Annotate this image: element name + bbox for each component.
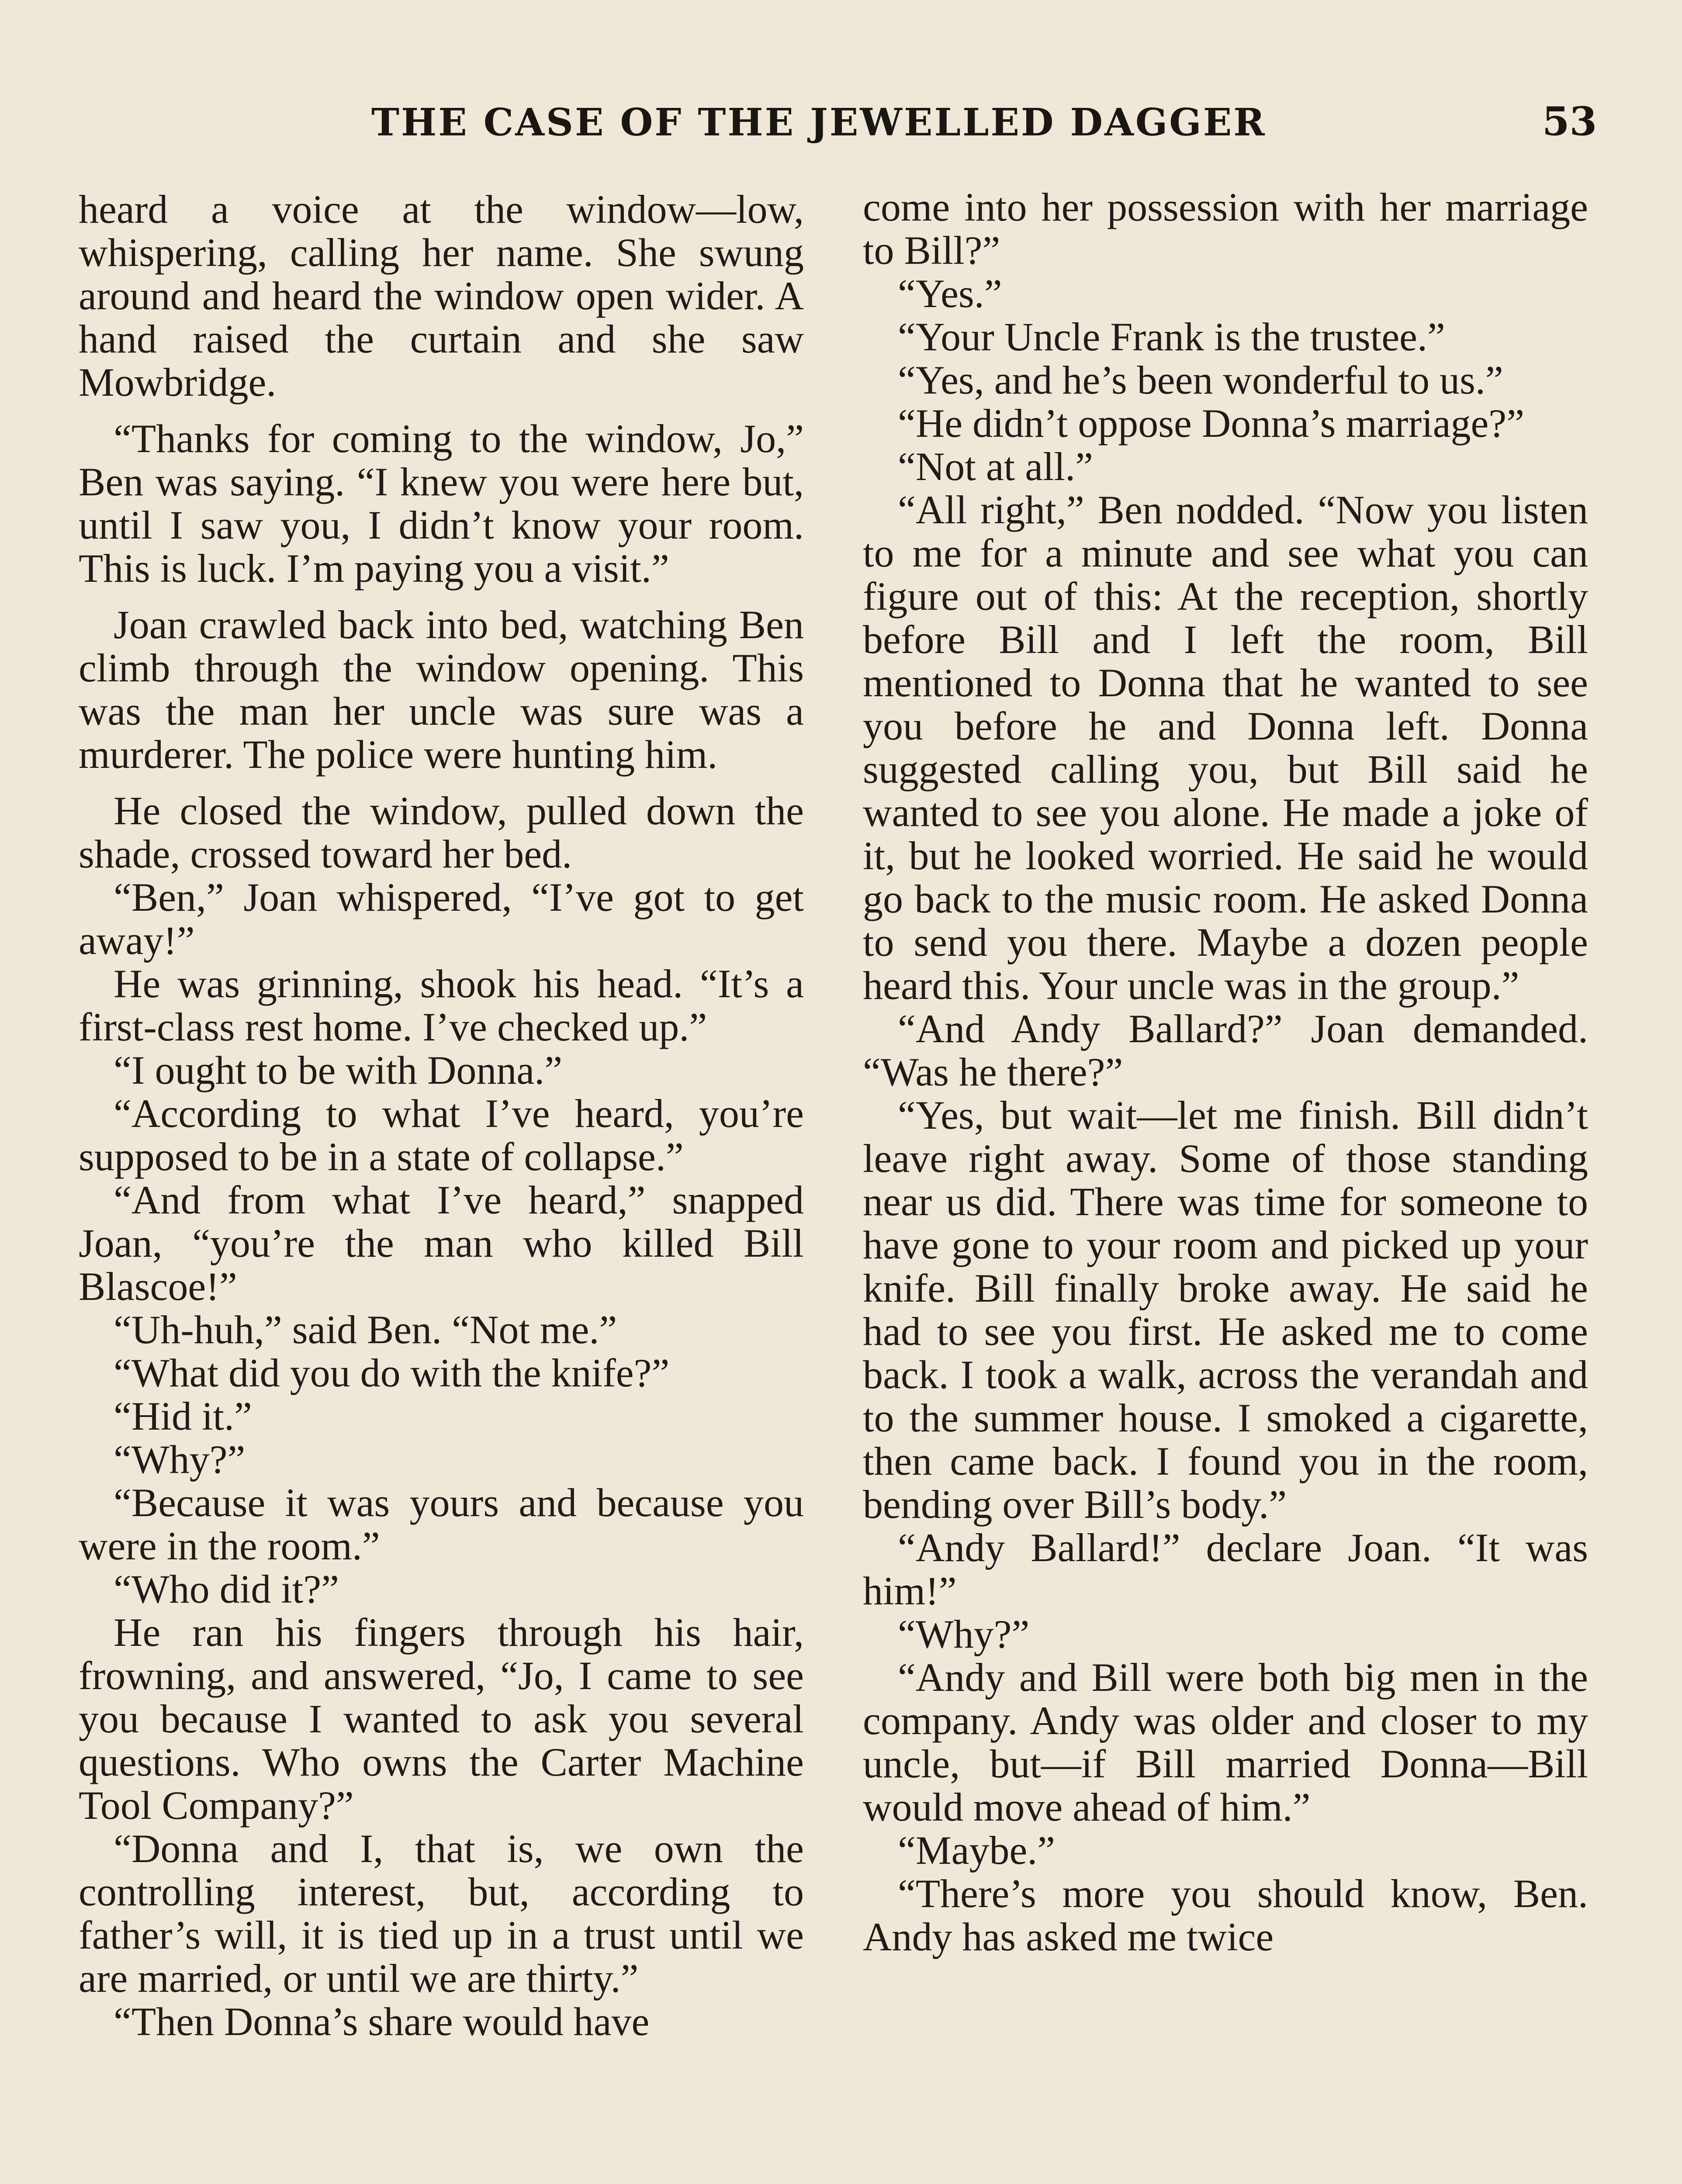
paragraph: “Your Uncle Frank is the trustee.”	[898, 314, 1445, 359]
paragraph: “Uh-huh,” said Ben. “Not me.”	[114, 1307, 617, 1352]
paragraph: “He didn’t oppose Donna’s marriage?”	[898, 401, 1525, 446]
paragraph: “Yes, but wait—let me finish. Bill didn’t leave right away. Some of those standing near us did. There was time for someone to have gone to your room and picked up your knife. Bill finally broke away. He said he had to see you first. He asked me to come back. I took a walk, across the verandah and to the summer house. I smoked a cigarette, then came back. I found you in the room, bending over Bill’s body.”	[863, 1093, 1588, 1527]
paragraph: “What did you do with the knife?”	[114, 1351, 670, 1395]
paragraph: heard a voice at the window—low, whispering, calling her name. She swung around and heard the window open wider. A hand raised the curtain and she saw Mowbridge.	[79, 187, 804, 404]
paragraph: “Hid it.”	[114, 1394, 252, 1438]
paragraph: “Yes, and he’s been wonderful to us.”	[898, 358, 1503, 402]
right-column	[863, 186, 1588, 1959]
paragraph: “Yes.”	[898, 271, 1002, 316]
paragraph: “According to what I’ve heard, you’re supposed to be in a state of collapse.”	[79, 1091, 804, 1179]
paragraph: come into her possession with her marriage to Bill?”	[863, 185, 1588, 273]
paragraph: He closed the window, pulled down the shade, crossed toward her bed.	[79, 788, 804, 876]
paragraph: “And Andy Ballard?” Joan demanded. “Was he there?”	[863, 1006, 1588, 1094]
paragraph: He was grinning, shook his head. “It’s a first-class rest home. I’ve checked up.”	[79, 961, 804, 1049]
running-head: THE CASE OF THE JEWELLED DAGGER	[371, 100, 1267, 145]
paragraph: Joan crawled back into bed, watching Ben climb through the window opening. This was the man her uncle was sure was a murderer. The police were hunting him.	[79, 602, 804, 777]
paragraph: “And from what I’ve heard,” snapped Joan, “you’re the man who killed Bill Blascoe!”	[79, 1178, 804, 1309]
paragraph: “Who did it?”	[114, 1567, 339, 1611]
paragraph: “All right,” Ben nodded. “Now you listen to me for a minute and see what you can figure out of this: At the reception, shortly before Bill and I left the room, Bill mentioned to Donna that he wanted to see you before he and Donna left. Donna suggested calling you, but Bill said he wanted to see you alone. He made a joke of it, but he looked worried. He said he would go back to the music room. He asked Donna to send you there. Maybe a dozen people heard this. Your uncle was in the group.”	[863, 487, 1588, 1008]
paragraph: “Not at all.”	[898, 444, 1094, 489]
paragraph: “I ought to be with Donna.”	[114, 1048, 563, 1092]
paragraph: “Andy Ballard!” declare Joan. “It was him!”	[863, 1525, 1588, 1613]
paragraph: “Then Donna’s share would have	[114, 1999, 650, 2044]
paragraph: “Because it was yours and because you were in the room.”	[79, 1480, 804, 1568]
paragraph: “Maybe.”	[898, 1828, 1056, 1873]
paragraph: “Ben,” Joan whispered, “I’ve got to get away!”	[79, 875, 804, 963]
paragraph: “Thanks for coming to the window, Jo,” Ben was saying. “I knew you were here but, until I saw you, I didn’t know your room. This is luck. I’m paying you a visit.”	[79, 416, 804, 591]
paragraph: “Why?”	[898, 1612, 1030, 1656]
paragraph: “Andy and Bill were both big men in the company. Andy was older and closer to my uncle, but—if Bill married Donna—Bill would move ahead of him.”	[863, 1655, 1588, 1829]
paragraph: “Why?”	[114, 1437, 246, 1482]
paragraph: “There’s more you should know, Ben. Andy has asked me twice	[863, 1871, 1588, 1959]
left-column	[79, 188, 804, 2043]
page-number: 53	[1542, 98, 1597, 145]
paragraph: “Donna and I, that is, we own the controlling interest, but, according to father’s will, it is tied up in a trust until we are married, or until we are thirty.”	[79, 1826, 804, 2001]
paragraph: He ran his fingers through his hair, frowning, and answered, “Jo, I came to see you because I wanted to ask you several questions. Who owns the Carter Machine Tool Company?”	[79, 1610, 804, 1828]
